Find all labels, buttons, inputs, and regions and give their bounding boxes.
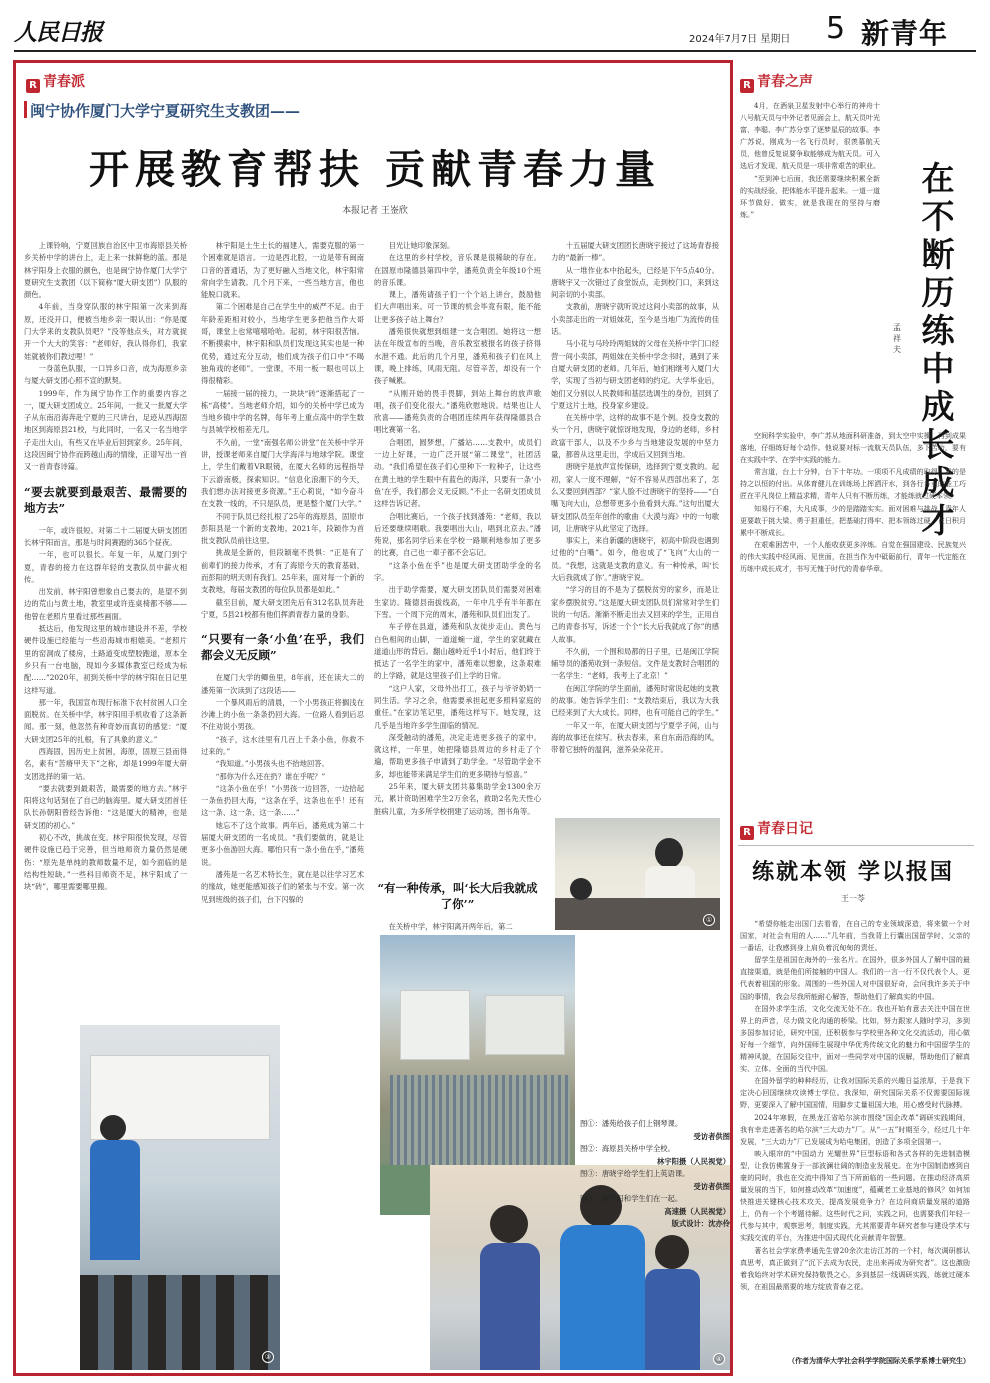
paragraph: 留学生是祖国在海外的一张名片。在国外，很多外国人了解中国的最直接渠道，就是他们所接触的中国人。我们的一言一行不仅代表个人，更代表着祖国的形象。周围的一些外国人对中国很好奇，会问我许多关于中国的事情，我会尽我所能耐心解答，帮助他们了解真实的中国。 bbox=[740, 955, 970, 1001]
paragraph: “学习的目的不是为了摆脱贫穷的家乡，而是让家乡摆脱贫穷。”这是厦大研支团队员们常常对学生们说的一句话。渐渐不断走出去又回来的学生，正用自己的青春书写，诉述一个个“长大后我就成了你”的感人故事。 bbox=[551, 585, 719, 644]
byline: 本报记者 王崟欣 bbox=[342, 206, 408, 216]
paragraph: 事实上，来自新疆的唐晓宇，初高中阶段也遇到过他的“白嘴”。如今，他也成了“飞向”大山的一员。“我想，这就是支教的意义。有一种传承，叫‘长大后我就成了你’。”唐晓宇说。 bbox=[551, 536, 719, 583]
photo-english-class bbox=[80, 1025, 280, 1370]
column-tag-voice bbox=[740, 71, 813, 93]
paragraph: 马小花与马玲玲两姐妹的父母在关桥中学门口经营一间小卖部，两姐妹在关桥中学念书时，遇到了来自厦大研支团的老师。几年后，她们相继考入厦门大学，实现了当初与研支团老师的约定。大学毕业后，她们又分别以人民教师和基层选调生的身份，回到了宁夏这片土地，投身家乡建设。 bbox=[551, 339, 719, 410]
paragraph: “这条小鱼在乎！”小男孩一边回答，一边拾起一条鱼扔回大海，“这条在乎，这条也在乎！还有这一条、这一条、这一条……” bbox=[201, 783, 364, 818]
paragraph: 出于助学需要，厦大研支团队员们需要对困难生家访。隆德县南拔线高，一年中几乎有半年都在下雪。一个周下完的周末，潘苑和队员们出发了。 bbox=[374, 585, 541, 619]
school-building-shape bbox=[485, 995, 565, 1055]
caption-credit: 高速摄（人民视觉） bbox=[664, 1206, 730, 1216]
photo-piano-lesson bbox=[555, 818, 720, 930]
child-head-shape bbox=[490, 1205, 528, 1243]
paragraph: 潘苑很快就想到组建一支合唱团。她将这一想法在年级宣布的当晚，音乐教室被报名的孩子挤得水泄不通。此后的几个月里，潘苑和孩子们在风上课，晚上排练，风雨无阻。尽管辛苦，却没有一个孩子喊累。 bbox=[374, 327, 541, 386]
paragraph: 一身蓝色队服，一口异乡口音，成为海原乡亲与厦大研支团心照不宣的默契。 bbox=[24, 363, 187, 386]
subheading: “只要有一条‘小鱼’在乎，我们都会义无反顾” bbox=[201, 632, 364, 663]
paragraph: 在国外留学的种种经历，让我对国际关系的兴趣日益浓厚，于是我下定决心回国继续攻读博士学位。我深知，研究国际关系不仅需要国际视野，更要深入了解中国国情，用脚步丈量祖国大地，用心感受时代脉搏。 bbox=[740, 1076, 970, 1110]
caption-credit: 受访者供图 bbox=[693, 1181, 730, 1191]
issue-date: 2024年7月7日 星期日 bbox=[689, 34, 791, 45]
paragraph: 一年又一年，在厦大研支团与宁夏学子间，山与海的故事还在续写。秋去春来，来自东南沿海的风，带着它独特的温润，滋养朵朵花开。 bbox=[551, 720, 719, 755]
paragraph: 不久前，一堂“南强名师公讲堂”在关桥中学开讲，授课老师来自厦门大学海洋与地球学院。课堂上，学生们戴着VR眼镜，在厦大名师的远程指导下云游南极，探索知识。“信息化浪潮下的今天，我们想办法对接更多资源。”王心莉说，“如今奋斗在支教一线的，不只是队员，更是整个厦门大学。” bbox=[201, 437, 364, 509]
paragraph: “要去就要到最艰苦，最需要的地方去。”林宇阳将这句话刻在了自己的脑海里。厦大研支团首任队长孙朝阳曾经告诉他：“这是厦大的精神，也是研支团的初心。” bbox=[24, 783, 187, 830]
paragraph: 4月，在酒泉卫星发射中心举行的神舟十八号航天员与中外记者见面会上，航天员叶光富、李聪、李广苏分享了逐梦星辰的故事。李广苏说，刚成为一名飞行员时，很羡慕航天员，他曾反复说要争取能够成为航天员。可入选后才发现，航天员是一项非常艰苦的职业。 bbox=[740, 102, 880, 171]
paragraph: “我知道。”小男孩头也不抬地回答。 bbox=[215, 759, 329, 769]
article-column-1 bbox=[24, 240, 187, 930]
page-number: 5 bbox=[826, 11, 846, 46]
paragraph: 在这里的乡村学校，音乐课是很稀缺的存在。在固原市隆德县第四中学，潘苑负责全年级10个班的音乐课。 bbox=[374, 253, 541, 287]
paragraph: 目光让她印象深刻。 bbox=[388, 241, 455, 250]
paragraph: 支教前，唐晓宇就听说过这间小卖部的故事，从小卖部走出的一对姐妹花，至今是当地广为流传的佳话。 bbox=[551, 302, 719, 337]
paragraph: 出发前，林宇阳曾想象自己要去的，是望不到边的荒山与黄土地，教室里或许连桌椅都不够——他曾在老照片里看过那些画面。 bbox=[24, 587, 187, 621]
paragraph: 挑战是全新的，但段颖毫不畏惧：“正是有了前辈们的接力传承，才有了海原今天的教育基础，而彭阳的明天则有我们。25年来，面对每一个新的支教地，每届支教团的每位队员都是如此。” bbox=[201, 548, 364, 595]
paragraph: 车子停在县道，潘苑和队友徒步走山。黄色与白色相间的山脚，一道道蜿一道，学生的家就藏在道道山形的背后。翻山越岭近乎1小时后，他们终于抵达了一名学生的家中，潘苑难以想象，这条艰难的上学路，就是这里孩子们上学的日常。 bbox=[374, 622, 541, 681]
photo-captions bbox=[580, 1118, 730, 1231]
paragraph: 常言道，台上十分钟，台下十年功。一项项不凡成绩的取得，靠的是持之以恒的付出。从体育健儿在训练场上挥洒汗水，到各行各业的能工巧匠在平凡岗位上精益求精，青年人只有不断历练，才能练就过硬本领。 bbox=[740, 468, 966, 501]
paragraph: 空间科学实验中，李广苏从地面科研准备，到太空中实操，再到成果落地，仔细练好每个动作。他说要对标一流航天员队伍，多下苦功，要有在实践中学、在学中实践的能力。 bbox=[740, 432, 966, 465]
column-tag-label: 青春日记 bbox=[757, 821, 813, 837]
paragraph: “这户人家，父母外出打工，孩子与爷爷奶奶一同生活。学习之余，他需要承担起更多照料家庭的重任。”在家访笔记里，潘苑这样写下。她发现，这几乎是当地许多学生面临的情况。 bbox=[374, 683, 541, 730]
essay-author: 孟祥夫 bbox=[893, 323, 901, 354]
paragraph: 在关桥中学，这样的故事不是个例。投身支教的头一个月，唐晓宇就惊讶地发现，身边的老师，乡村政富干部人，以及不少乡与当地建设发展的中坚力量，都曾从这里走出，学成后又回到当地。 bbox=[551, 413, 719, 460]
paragraph: 知易行不难，大凡成事，少的是踏踏实实。面对困难与挑战，青年人更要敢于挑大梁、勇于担重任，把基础打得牢、把本领练过硬，在日积月累中不断成长。 bbox=[740, 504, 966, 537]
paragraph: “孩子，这水洼里有几百上千条小鱼，你救不过来的。” bbox=[201, 734, 364, 756]
paragraph: 截至目前，厦大研支团先后有312名队员奔赴宁夏，5县21校都有他们挥洒青春力量的身影。 bbox=[201, 597, 364, 619]
caption-text: 图②：海原县关桥中学全校。 bbox=[580, 1144, 675, 1153]
child-head-shape bbox=[570, 878, 592, 900]
paragraph: 25年来，厦大研支团共募集助学金1300余万元，累计资助困难学生2万余名，救助2名先天性心脏病儿童，为多所学校捐建了运动场，图书角等。 bbox=[374, 782, 541, 816]
paragraph: 不同于队员已经扎根了25年的海原县，固原市彭阳县是一个新的支教地。2021年，段颖作为首批支教队员前往这里。 bbox=[201, 511, 364, 546]
paragraph: 上课铃响，宁夏回族自治区中卫市海原县关桥乡关桥中学的讲台上，走上来一抹鲜艳的蓝。那是林宇阳身上衣服的颜色，也是闽宁协作厦门大学宁夏研究生支教团（以下简称“厦大研支团”）队服的颜色。 bbox=[24, 241, 187, 300]
subheading: “要去就要到最艰苦、最需要的地方去” bbox=[24, 484, 187, 515]
child-body-shape bbox=[645, 1269, 700, 1370]
teacher-head-shape bbox=[655, 838, 683, 868]
paragraph: 著名社会学家费孝通先生曾20余次走访江苏的一个村，每次调研都认真思考，真正做到了“沉下去成为农民，走出来再成为研究者”。这也激励着我始终对学术研究保持敬畏之心，多到基层一线调研实践，练就过硬本领，在祖国最需要的地方绽放青春之花。 bbox=[740, 1245, 970, 1291]
paragraph: 一届接一届的接力，一块块“砖”逐渐搭起了一栋“高楼”。当地老师介绍，如今的关桥中学已成为当地乡镇中学的名牌，每年考上重点高中的学生数与县城学校相差无几。 bbox=[201, 388, 364, 435]
photo-number: ④ bbox=[713, 1353, 725, 1365]
school-building-shape bbox=[400, 990, 470, 1060]
students-row-shape bbox=[80, 1275, 280, 1370]
newspaper-logo: 人民日报 bbox=[14, 19, 102, 46]
paragraph: 唐晓宇是放声宣传保研，选择到宁夏支教的。起初，家人一度不理解，“好不容易从西部出来了，怎么又要回到西部？”家人脸不过唐晓宇的坚持——“白嘴飞向大山，总想带更多小鱼看到大海。”这句出厦大研支团队员至年创作的歌曲《大漠与海》中的一句歌词，让唐晓宇从此坚定了选择。 bbox=[551, 462, 719, 533]
column-tag-label: 青春之声 bbox=[757, 74, 813, 90]
paragraph: 那一年，我国宣布现行标准下农村贫困人口全面脱贫。在关桥中学，林宇阳用手机收看了这条新闻。那一刻，他忽然有种奇妙而真切的感觉：“厦大研支团25年的扎根，有了具象的意义。” bbox=[24, 697, 187, 744]
paragraph: “这条小鱼在乎”也是厦大研支团助学金的名字。 bbox=[374, 560, 541, 583]
paragraph: “希望你能走出国门去看看，在自己的专业领域深造，将来做一个对国家，对社会有用的人……”几年前，当我背上行囊出国留学时，父亲的一番话，让我感到身上肩负着沉甸甸的责任。 bbox=[740, 919, 970, 953]
headline: 开展教育帮扶 贡献青春力量 bbox=[89, 146, 661, 193]
tag-r-icon: R bbox=[740, 826, 754, 840]
article-column-4 bbox=[551, 240, 719, 815]
paragraph: 十五届厦大研支团团长唐晓宇接过了这场青春接力的“最新一棒”。 bbox=[551, 241, 719, 263]
paragraph: 第二个困难是自己在学生中的威严不足。由于年龄差距相对较小，当地学生更多把他当作大哥哥，课堂上也常嘻嘻哈哈。起初，林宇阳很苦恼。不断摸索中，林宇阳和队员们发现这其实也是一种优势，通过充分互动，他们成为孩子们口中“不喝独角戏的老师”。一堂课，不用一板一眼也可以上得很精彩。 bbox=[201, 302, 364, 386]
paragraph: 1999年，作为闽宁协作工作的重要内容之一，厦大研支团成立。25年间，一批又一批厦大学子从东南沿海奔赴宁夏的三尺讲台，足迹从西海固地区到海原县21校，与此同时，一名又一名当地学子走出大山，有些又在毕业后回到家乡。25年间，这段因闽宁协作而跨越山海的情缘，正谱写出一首又一首青春诗篇。 bbox=[24, 388, 187, 472]
article-column-2 bbox=[201, 240, 364, 904]
author-note: （作者为清华大学社会科学学院国际关系学系博士研究生） bbox=[788, 1356, 970, 1365]
essay-title: 在不断历练中成长成才 bbox=[921, 159, 955, 540]
paragraph: 潘苑是一名艺术特长生，就在是以往学习艺术的缘故，她更能感知孩子们的紧张与不安。第一次见到班级的孩子们，台下闪躲的 bbox=[201, 869, 364, 904]
column-tag-label: 青春派 bbox=[43, 74, 85, 90]
column-tag-diary bbox=[740, 818, 813, 840]
piano-shape bbox=[555, 898, 720, 930]
paragraph: 深受触动的潘苑，决定走进更多孩子的家中。就这样，一年里，她把隆德县周边的乡村走了个遍，帮助更多孩子申请到了助学金。“尽管助学金不多，却也能带来满足学生们的更多期待与惊喜。” bbox=[374, 732, 541, 779]
caption-text: 图④：林宇阳和学生们在一起。 bbox=[580, 1194, 683, 1203]
paragraph: 一年，或许很短。对第二十二届厦大研支团团长林宇阳而言，那是与时间赛跑的365个昼夜。 bbox=[24, 525, 187, 547]
diary-author: 王一苓 bbox=[841, 894, 865, 903]
paragraph: 在闽江学院的学生面前，潘苑时常说起她的支教的故事。她告诉学生们：“支教结束后，我以为大我已经来到了大大成长。同样，也有可能自己的学生。” bbox=[551, 683, 719, 718]
students-assembly-shape bbox=[390, 1075, 570, 1165]
subheading: “有一种传承，叫‘长大后我就成了你’” bbox=[377, 881, 538, 911]
article-column-3 bbox=[374, 240, 541, 816]
paragraph: 林宇阳是土生土长的福建人，需要克服的第一个困难就是语言。一边是西北腔，一边是带有闽南口音的普通话，为了更好融入当地文化，林宇阳常常向学生请教。几个月下来，一些当地方言，他也能脱口就来。 bbox=[201, 241, 364, 300]
paragraph: 从一堆作业本中抬起头，已经是下午5点40分。唐晓宇又一次错过了食堂饭点，走到校门口，来到这间亲切的小卖部。 bbox=[551, 265, 719, 300]
paragraph: 课上，潘苑请孩子们一个个站上讲台，鼓励他们大声唱出来。可一节课的机会毕竟有限，能不能让更多孩子站上舞台？ bbox=[374, 290, 541, 324]
paragraph: 一个暴风雨后的清晨，一个小男孩正将搁浅在沙滩上的小鱼一条条扔回大海。一位路人看到后忍不住劝说小男孩。 bbox=[201, 697, 364, 732]
paragraph: 初心不改，挑战在变。林宇阳很快发现，尽管硬件设施已趋于完善，但当地师资力量仍然是硬伤：“原先是单纯的教师数量不足，如今面临的是结构性短缺。”一些科目师资不足，林宇阳成了一块“砖”，哪里需要哪里搬。 bbox=[24, 833, 187, 892]
section-title: 新青年 bbox=[861, 17, 949, 50]
paragraph: 在关桥中学，林宇阳离开两年后，第二 bbox=[388, 922, 513, 931]
article-column-3-tail bbox=[374, 870, 541, 945]
paragraph: “那你为什么还在扔？谁在乎呢？” bbox=[215, 771, 326, 781]
teacher-body-shape bbox=[90, 1140, 140, 1260]
paragraph: 合唱团，圆梦想，广播站……支教中，成员们一边上好课，一边广泛开展“第二课堂”，社团活动。“我们希望在孩子们心里种下一粒种子，让这些在黄土地的学生眼中有蓝色的海洋，只要有一条‘小鱼’在乎，我们都会义无反顾。”不止一名研支团成员这样告诉记者。 bbox=[374, 437, 541, 509]
paragraph: 她忘不了这个故事。两年后，潘苑成为第二十届厦大研支团的一名成员。“我们要做的，就是让更多小鱼游回大海。哪怕只有一条小鱼在乎，”潘苑说。 bbox=[201, 820, 364, 867]
paragraph: 一年，也可以很长。年复一年，从厦门到宁夏，青春的接力在这群年轻的支教队员中薪火相传。 bbox=[24, 550, 187, 584]
column-tag bbox=[26, 71, 85, 93]
paragraph: 抵达后，他发现这里的城市建设并不差，学校硬件设施已经能与一些沿海城市相媲美。“老照片里的窑洞成了楼房，土路道变成塑胶跑道，原本全乡只有一台电脑，现如今多媒体教室已经成为标配……”2020年，初到关桥中学的林宇阳在日记里这样写道。 bbox=[24, 624, 187, 695]
kicker: 闽宁协作厦门大学宁夏研究生支教团—— bbox=[30, 102, 301, 120]
paragraph: 在艰难困苦中，一个人能收获更多淬炼。自觉在强国建设、民族复兴的伟大实践中经风雨、见世面，在担当作为中砥砺前行，青年一代定能在历练中成长成才，书写无愧于时代的青春华章。 bbox=[740, 540, 966, 574]
paragraph: 4年前，当身穿队服的林宇阳第一次来到海原，还没开口，便被当地乡亲一眼认出：“你是厦门大学来的支教队员吧？”没等他点头，对方就捉开一个大大的笑容：“老师好，我认得你们，我家娃就被你们教过哩！” bbox=[24, 302, 187, 361]
paragraph: “至到神七后面，我还需要继续积累全新的实战经验，把体能水平提升起来。一道一道环节做好、做实，就是我现在的坚持与磨炼。” bbox=[740, 174, 880, 219]
paragraph: 在厦门大学的鲫鱼里，8年前，还在读大二的潘苑第一次读到了这段话—— bbox=[201, 673, 364, 695]
essay-body bbox=[740, 430, 966, 840]
diary-title: 练就本领 学以报国 bbox=[752, 859, 954, 885]
diary-body bbox=[740, 918, 970, 1360]
teacher-head-shape bbox=[100, 1115, 126, 1141]
child-head-shape bbox=[655, 1235, 689, 1269]
paragraph: 西海固，因历史上贫困，海原，固原三县而得名，素有“苦瘠甲天下”之称，却是1999年厦大研支团选择的第一站。 bbox=[24, 746, 187, 781]
caption-credit: 受访者供图 bbox=[693, 1131, 730, 1141]
paragraph: 不久前，一个围和局都的日子里，已是闽江学院辅导员的潘苑收到一条短信。文件是支教时合唱团的一名学生：“老师，我考上了北京！” bbox=[551, 646, 719, 681]
child-body-shape bbox=[480, 1243, 540, 1370]
paragraph: 映入眼帘的“中国动力 光耀世界”巨型标语和各式各样的先进制造模型，让我仿佛置身于一部波澜壮阔的制造业发展史。在为中国制造感到自豪的同时，我也在交流中得知了当下所面临的一些问题。在推动经济高质量发展的当下，如何推动改革“加速度”，蕴藏老工业基地的修风？如何加快推进关键核心技术攻关，提高发展竞争力？在边问商质量发展的道路上，仍有一个个考题待解。这些时代之问，实践之问，也需要我们年轻一代参与其中，观察思考，制度实践，尤其需要青年研究者参与建设学术与实践交流的平台，为推进中国式现代化贡献青年智慧。 bbox=[740, 1148, 970, 1243]
teacher-body-shape bbox=[560, 1225, 645, 1370]
paragraph: 2024年寒假，在黑龙江省哈尔滨市围绕“国企改革”调研实践期间，我有幸走进著名的哈尔滨“三大动力”厂。从“一五”时期至今，经过几十年发展，“三大动力”厂已发展成为哈电集团，创造了多项全国第一。 bbox=[740, 1112, 970, 1146]
caption-text: 图③：唐晓宇给学生们上英语课。 bbox=[580, 1169, 690, 1178]
paragraph: 合唱比赛后，一个孩子找到潘苑：“老师，我以后还要继续唱歌。我要唱出大山，唱到北京去。”潘苑说，那名同学后来在学校一路顺利地参加了更多的比赛，自己也一辈子都不会忘记。 bbox=[374, 511, 541, 558]
masthead bbox=[14, 12, 976, 48]
divider bbox=[738, 845, 974, 846]
caption-credit: 林宇阳摄（人民视觉） bbox=[657, 1156, 730, 1166]
masthead-rule bbox=[14, 50, 976, 52]
layout-designer-credit: 版式设计：沈亦伶 bbox=[671, 1219, 730, 1228]
paragraph: 在国外求学生活，文化交流无处不在。我也开始有意去关注中国在世界上的声音，尽力做文化沟通的桥梁。比如，努力跟家人随时学习，多到多国参加讨论，研究中国，还积极参与学校里各种文化交流活动，用心做好每一个细节，向外国师生展现中华优秀传统文化的魅力和中国留学生的精神风貌，在国际交往中，面对一些同学对中国的误解，帮助他们了解真实、立体、全面的当代中国。 bbox=[740, 1003, 970, 1074]
photo-number: ① bbox=[703, 914, 715, 926]
paragraph: “从刚开始的畏手畏脚，到站上舞台的放声歌唱，孩子们变化很大。”潘苑欣慰地说。结果也让人欣喜——潘苑负责的合唱团连续两年获得隆德县合唱比赛第一名。 bbox=[374, 388, 541, 435]
photo-number: ③ bbox=[262, 1351, 274, 1363]
caption-text: 图①：潘苑给孩子们上钢琴课。 bbox=[580, 1119, 683, 1128]
tag-r-icon: R bbox=[740, 79, 754, 93]
tag-r-icon: R bbox=[26, 79, 40, 93]
kicker-bar bbox=[24, 101, 27, 118]
